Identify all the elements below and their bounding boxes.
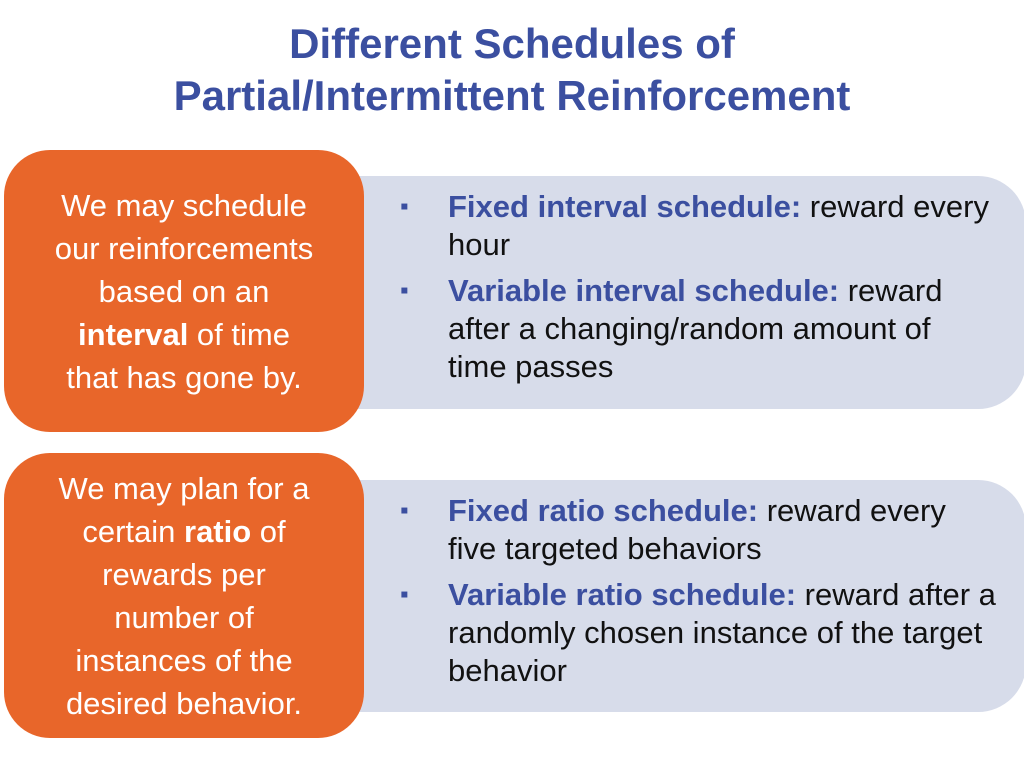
square-bullet-icon: ▪ (400, 581, 409, 608)
box-line: instances of the (75, 642, 293, 678)
slide-title-line-1: Different Schedules of (289, 20, 735, 67)
box-line: our reinforcements (54, 230, 314, 266)
interval-bullet-list (400, 176, 996, 386)
interval-description-box (4, 150, 364, 432)
square-bullet-icon: ▪ (400, 193, 409, 220)
box-line: based on an (98, 273, 270, 309)
bullet-text: reward after a randomly chosen instance of the target behavior (448, 577, 996, 688)
bullet-text: reward after a changing/random amount of time passes (448, 273, 943, 384)
bullet-text: reward every five targeted behaviors (448, 493, 946, 566)
ratio-schedules-panel (330, 480, 1024, 712)
box-line: We may schedule (61, 187, 307, 223)
bullet-text: reward every hour (448, 189, 989, 262)
bullet-variable-ratio (400, 576, 996, 690)
box-line-interval-keyword: interval of time (78, 316, 290, 352)
box-line: desired behavior. (65, 685, 303, 721)
bullet-fixed-ratio (400, 492, 996, 568)
slide-title-line-2: Partial/Intermittent Reinforcement (173, 72, 851, 119)
interval-schedules-panel (330, 176, 1024, 409)
bullet-term: Fixed interval schedule: (448, 189, 802, 224)
ratio-description-box (4, 453, 364, 738)
box-line: We may plan for a (58, 470, 310, 506)
bullet-term: Variable ratio schedule: (448, 577, 797, 612)
box-line: number of (114, 599, 254, 635)
box-line-ratio-keyword: certain ratio of (82, 513, 286, 549)
bullet-term: Fixed ratio schedule: (448, 493, 759, 528)
bullet-term: Variable interval schedule: (448, 273, 840, 308)
box-line: rewards per (102, 556, 266, 592)
ratio-bullet-list (400, 480, 996, 690)
box-line: that has gone by. (66, 359, 302, 395)
bullet-fixed-interval (400, 188, 996, 264)
slide-title (0, 18, 1024, 122)
bullet-variable-interval (400, 272, 996, 386)
square-bullet-icon: ▪ (400, 277, 409, 304)
square-bullet-icon: ▪ (400, 497, 409, 524)
